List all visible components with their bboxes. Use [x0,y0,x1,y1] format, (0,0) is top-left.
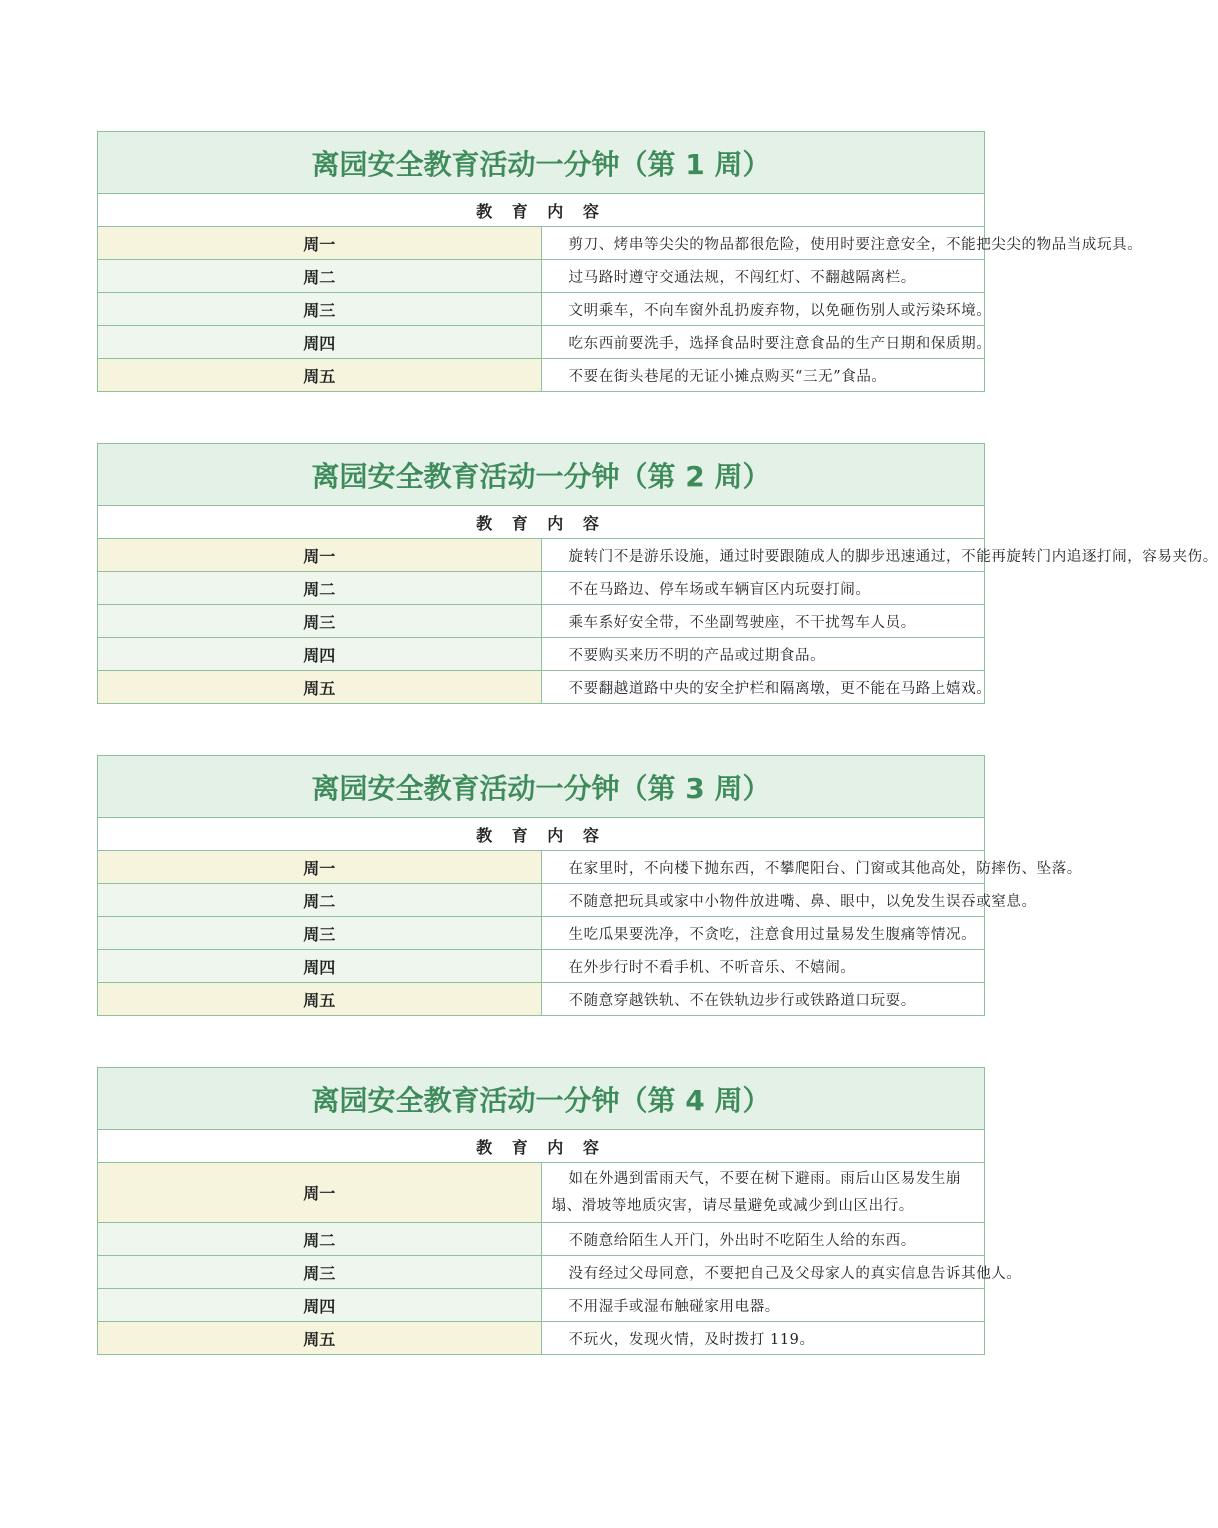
table-row [98,638,985,671]
table-title: 离园安全教育活动一分钟（第 3 周） [98,756,985,818]
day-content: 在家里时，不向楼下抛东西，不攀爬阳台、门窗或其他高处，防摔伤、坠落。 [541,851,985,884]
week-1-table [97,131,1143,392]
day-label: 周四 [98,1289,542,1322]
day-label: 周四 [98,326,542,359]
table-row [98,1163,985,1223]
day-label: 周一 [98,1163,542,1223]
table-row [98,671,985,704]
day-content: 不要翻越道路中央的安全护栏和隔离墩，更不能在马路上嬉戏。 [541,671,985,704]
day-label: 周二 [98,884,542,917]
week-4-table [97,1067,1022,1355]
day-label: 周一 [98,851,542,884]
table-row [98,851,985,884]
content-header: 教 育 内 容 [98,506,985,539]
day-label: 周二 [98,260,542,293]
day-content: 乘车系好安全带，不坐副驾驶座，不干扰驾车人员。 [541,605,985,638]
table-row [98,359,985,392]
day-content: 不随意把玩具或家中小物件放进嘴、鼻、眼中，以免发生误吞或窒息。 [541,884,985,917]
table-row [98,1289,985,1322]
table-row [98,572,985,605]
day-label: 周二 [98,572,542,605]
day-label: 周五 [98,359,542,392]
table-row [98,293,985,326]
day-content: 不玩火，发现火情，及时拨打 119。 [541,1322,985,1355]
day-content: 不随意给陌生人开门，外出时不吃陌生人给的东西。 [541,1223,985,1256]
day-content: 不随意穿越铁轨、不在铁轨边步行或铁路道口玩耍。 [541,983,985,1016]
table-row [98,917,985,950]
day-content: 不要在街头巷尾的无证小摊点购买“三无”食品。 [541,359,985,392]
day-content: 过马路时遵守交通法规，不闯红灯、不翻越隔离栏。 [541,260,985,293]
table-title: 离园安全教育活动一分钟（第 4 周） [98,1068,985,1130]
day-label: 周三 [98,293,542,326]
day-label: 周三 [98,1256,542,1289]
day-label: 周一 [98,539,542,572]
day-label: 周二 [98,1223,542,1256]
content-header: 教 育 内 容 [98,818,985,851]
table-row [98,1322,985,1355]
table-row [98,326,985,359]
week-2-table [97,443,1218,704]
day-content: 没有经过父母同意，不要把自己及父母家人的真实信息告诉其他人。 [541,1256,985,1289]
content-header: 教 育 内 容 [98,1130,985,1163]
table-row [98,260,985,293]
day-content: 如在外遇到雷雨天气，不要在树下避雨。雨后山区易发生崩塌、滑坡等地质灾害，请尽量避免或减少到山区出行。 [541,1163,985,1223]
table-row [98,884,985,917]
table-row [98,1256,985,1289]
table-row [98,227,985,260]
table-row [98,539,985,572]
day-content: 吃东西前要洗手，选择食品时要注意食品的生产日期和保质期。 [541,326,985,359]
day-content: 旋转门不是游乐设施，通过时要跟随成人的脚步迅速通过，不能再旋转门内追逐打闹，容易夹伤。 [541,539,985,572]
day-content: 生吃瓜果要洗净，不贪吃，注意食用过量易发生腹痛等情况。 [541,917,985,950]
day-label: 周四 [98,638,542,671]
table-title: 离园安全教育活动一分钟（第 1 周） [98,132,985,194]
day-content: 不要购买来历不明的产品或过期食品。 [541,638,985,671]
content-header: 教 育 内 容 [98,194,985,227]
table-row [98,983,985,1016]
day-content: 不在马路边、停车场或车辆盲区内玩耍打闹。 [541,572,985,605]
day-label: 周四 [98,950,542,983]
day-label: 周一 [98,227,542,260]
day-label: 周五 [98,671,542,704]
table-row [98,1223,985,1256]
day-label: 周五 [98,983,542,1016]
day-content: 不用湿手或湿布触碰家用电器。 [541,1289,985,1322]
day-label: 周三 [98,605,542,638]
day-label: 周五 [98,1322,542,1355]
day-content: 在外步行时不看手机、不听音乐、不嬉闹。 [541,950,985,983]
table-row [98,950,985,983]
day-label: 周三 [98,917,542,950]
day-content: 剪刀、烤串等尖尖的物品都很危险，使用时要注意安全，不能把尖尖的物品当成玩具。 [541,227,985,260]
day-content: 文明乘车，不向车窗外乱扔废弃物，以免砸伤别人或污染环境。 [541,293,985,326]
table-row [98,605,985,638]
week-3-table [97,755,1082,1016]
table-title: 离园安全教育活动一分钟（第 2 周） [98,444,985,506]
